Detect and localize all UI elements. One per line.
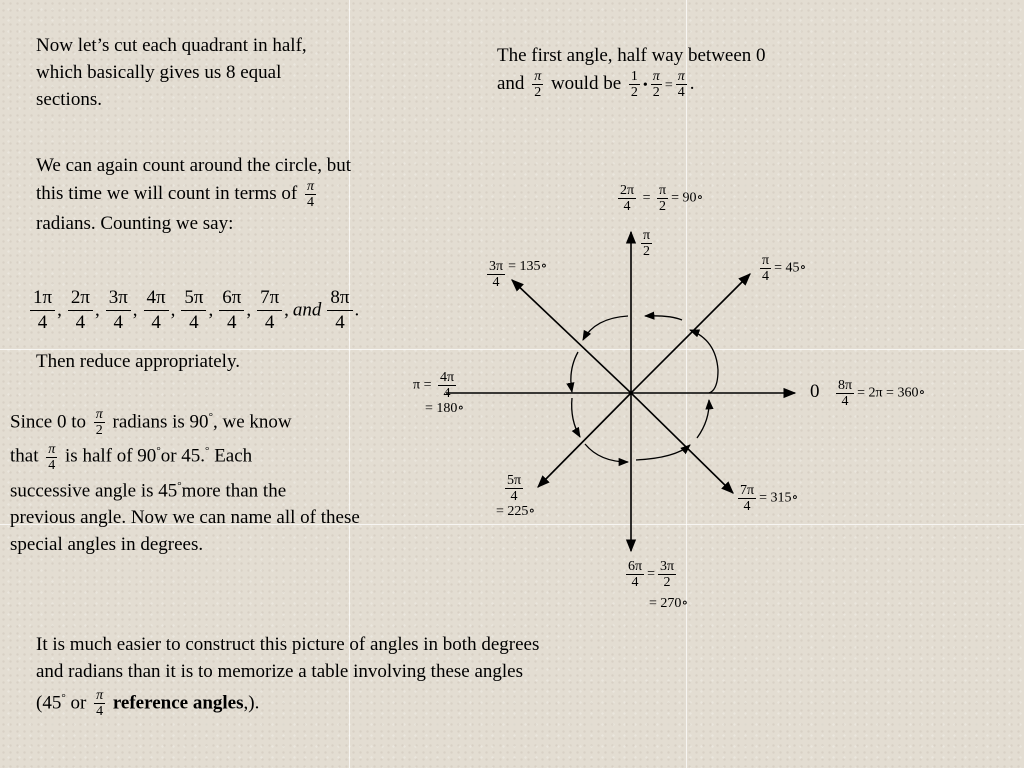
ray-225 bbox=[538, 393, 631, 487]
arc-arrow bbox=[571, 352, 578, 392]
and-word: and bbox=[292, 299, 322, 321]
fraction-sequence: $\frac{1\pi}{4}$ , $\frac{2\pi}{4}$ , $\frac{3\pi}{4}$ , $\frac{4\pi}{4}$ , $\frac{5\pi}{4}$ , $\frac{6\pi}{4}$ , $\frac{7\pi}{4}$ , and $\frac{8\pi}{4}$ . bbox=[28, 286, 359, 335]
seq-fraction: $\frac{5\pi}{4}$ bbox=[181, 286, 206, 335]
seq-fraction: $\frac{2\pi}{4}$ bbox=[68, 286, 93, 335]
ray-315 bbox=[631, 393, 733, 493]
pi-over-4-fraction: $\frac{\pi}{4}$ bbox=[96, 688, 104, 720]
count-text-a: We can again count around the circle, but this time we will count in terms of bbox=[36, 155, 352, 204]
arc-arrow bbox=[690, 330, 718, 393]
label-270: $\frac{6\pi}{4}$ = $\frac{3\pi}{2}$ = 270∘ bbox=[628, 559, 689, 611]
label-360: 0 $\frac{8\pi}{4}$ = 2π = 360∘ bbox=[810, 378, 926, 409]
since-paragraph: Since 0 to $\frac{\pi}{2}$ radians is 90°, we know that $\frac{\pi}{4}$ is half of 90°or 45.° Each successive angle is 45°more than the previous angle. Now we can name all of these special angles in degrees. bbox=[10, 407, 360, 556]
intro-text: Now let’s cut each quadrant in half, which basically gives us 8 equal sections. bbox=[36, 35, 307, 110]
arc-arrow bbox=[636, 445, 690, 460]
ray-45 bbox=[631, 274, 750, 393]
pi-over-4-fraction: $\frac{\pi}{4}$ bbox=[306, 179, 314, 210]
seq-fraction: $\frac{3\pi}{4}$ bbox=[106, 286, 131, 335]
first-angle-text-a: The first angle, half way between 0 bbox=[497, 45, 766, 66]
arc-arrow bbox=[572, 398, 580, 437]
first-angle-paragraph: The first angle, half way between 0 and $\frac{\pi}{2}$ would be $\frac{1}{2}$ • $\frac{\pi}{2}$ = $\frac{\pi}{4}$ . bbox=[497, 45, 766, 100]
label-180: π = $\frac{4\pi}{4}$ = 180∘ bbox=[413, 370, 465, 416]
seq-fraction: $\frac{1\pi}{4}$ bbox=[30, 286, 55, 335]
half-fraction: $\frac{1}{2}$ bbox=[630, 69, 638, 100]
zero-label: 0 bbox=[810, 380, 820, 402]
seq-fraction: $\frac{8\pi}{4}$ bbox=[327, 286, 352, 335]
pi-over-2-fraction: $\frac{\pi}{2}$ bbox=[534, 69, 542, 100]
label-45: $\frac{\pi}{4}$ = 45∘ bbox=[762, 253, 807, 284]
pi-over-4-fraction: $\frac{\pi}{4}$ bbox=[48, 441, 56, 473]
arc-arrow bbox=[583, 316, 628, 340]
pi-over-4-fraction: $\frac{\pi}{4}$ bbox=[677, 69, 685, 100]
seq-fraction: $\frac{6\pi}{4}$ bbox=[219, 286, 244, 335]
seq-fraction: $\frac{7\pi}{4}$ bbox=[257, 286, 282, 335]
arc-arrow bbox=[585, 444, 628, 462]
pi-over-2-fraction: $\frac{\pi}{2}$ bbox=[652, 69, 660, 100]
label-135: $\frac{3\pi}{4}$ = 135∘ bbox=[489, 259, 548, 290]
seq-fraction: $\frac{4\pi}{4}$ bbox=[144, 286, 169, 335]
first-angle-text-c: would be bbox=[550, 72, 622, 94]
label-pi-over-2: $\frac{\pi}{2}$ bbox=[643, 228, 651, 259]
pi-over-2-fraction: $\frac{\pi}{2}$ bbox=[95, 407, 103, 439]
arc-arrow bbox=[645, 316, 682, 320]
count-text-b: radians. Counting we say: bbox=[36, 213, 234, 234]
label-225: $\frac{5\pi}{4}$ = 225∘ bbox=[496, 473, 536, 519]
label-90: $\frac{2\pi}{4}$ = $\frac{\pi}{2}$ = 90∘ bbox=[620, 183, 704, 214]
arc-arrow bbox=[697, 400, 709, 438]
bottom-paragraph: It is much easier to construct this picture of angles in both degrees and radians than it is to memorize a table involving these angles (45° or $\frac{\pi}{4}$ reference angles,). bbox=[36, 634, 540, 720]
label-315: $\frac{7\pi}{4}$ = 315∘ bbox=[740, 483, 799, 514]
reduce-text: Then reduce appropriately. bbox=[36, 351, 240, 372]
reference-angles-term: reference angles bbox=[112, 692, 244, 714]
first-angle-text-b: and bbox=[497, 72, 525, 94]
